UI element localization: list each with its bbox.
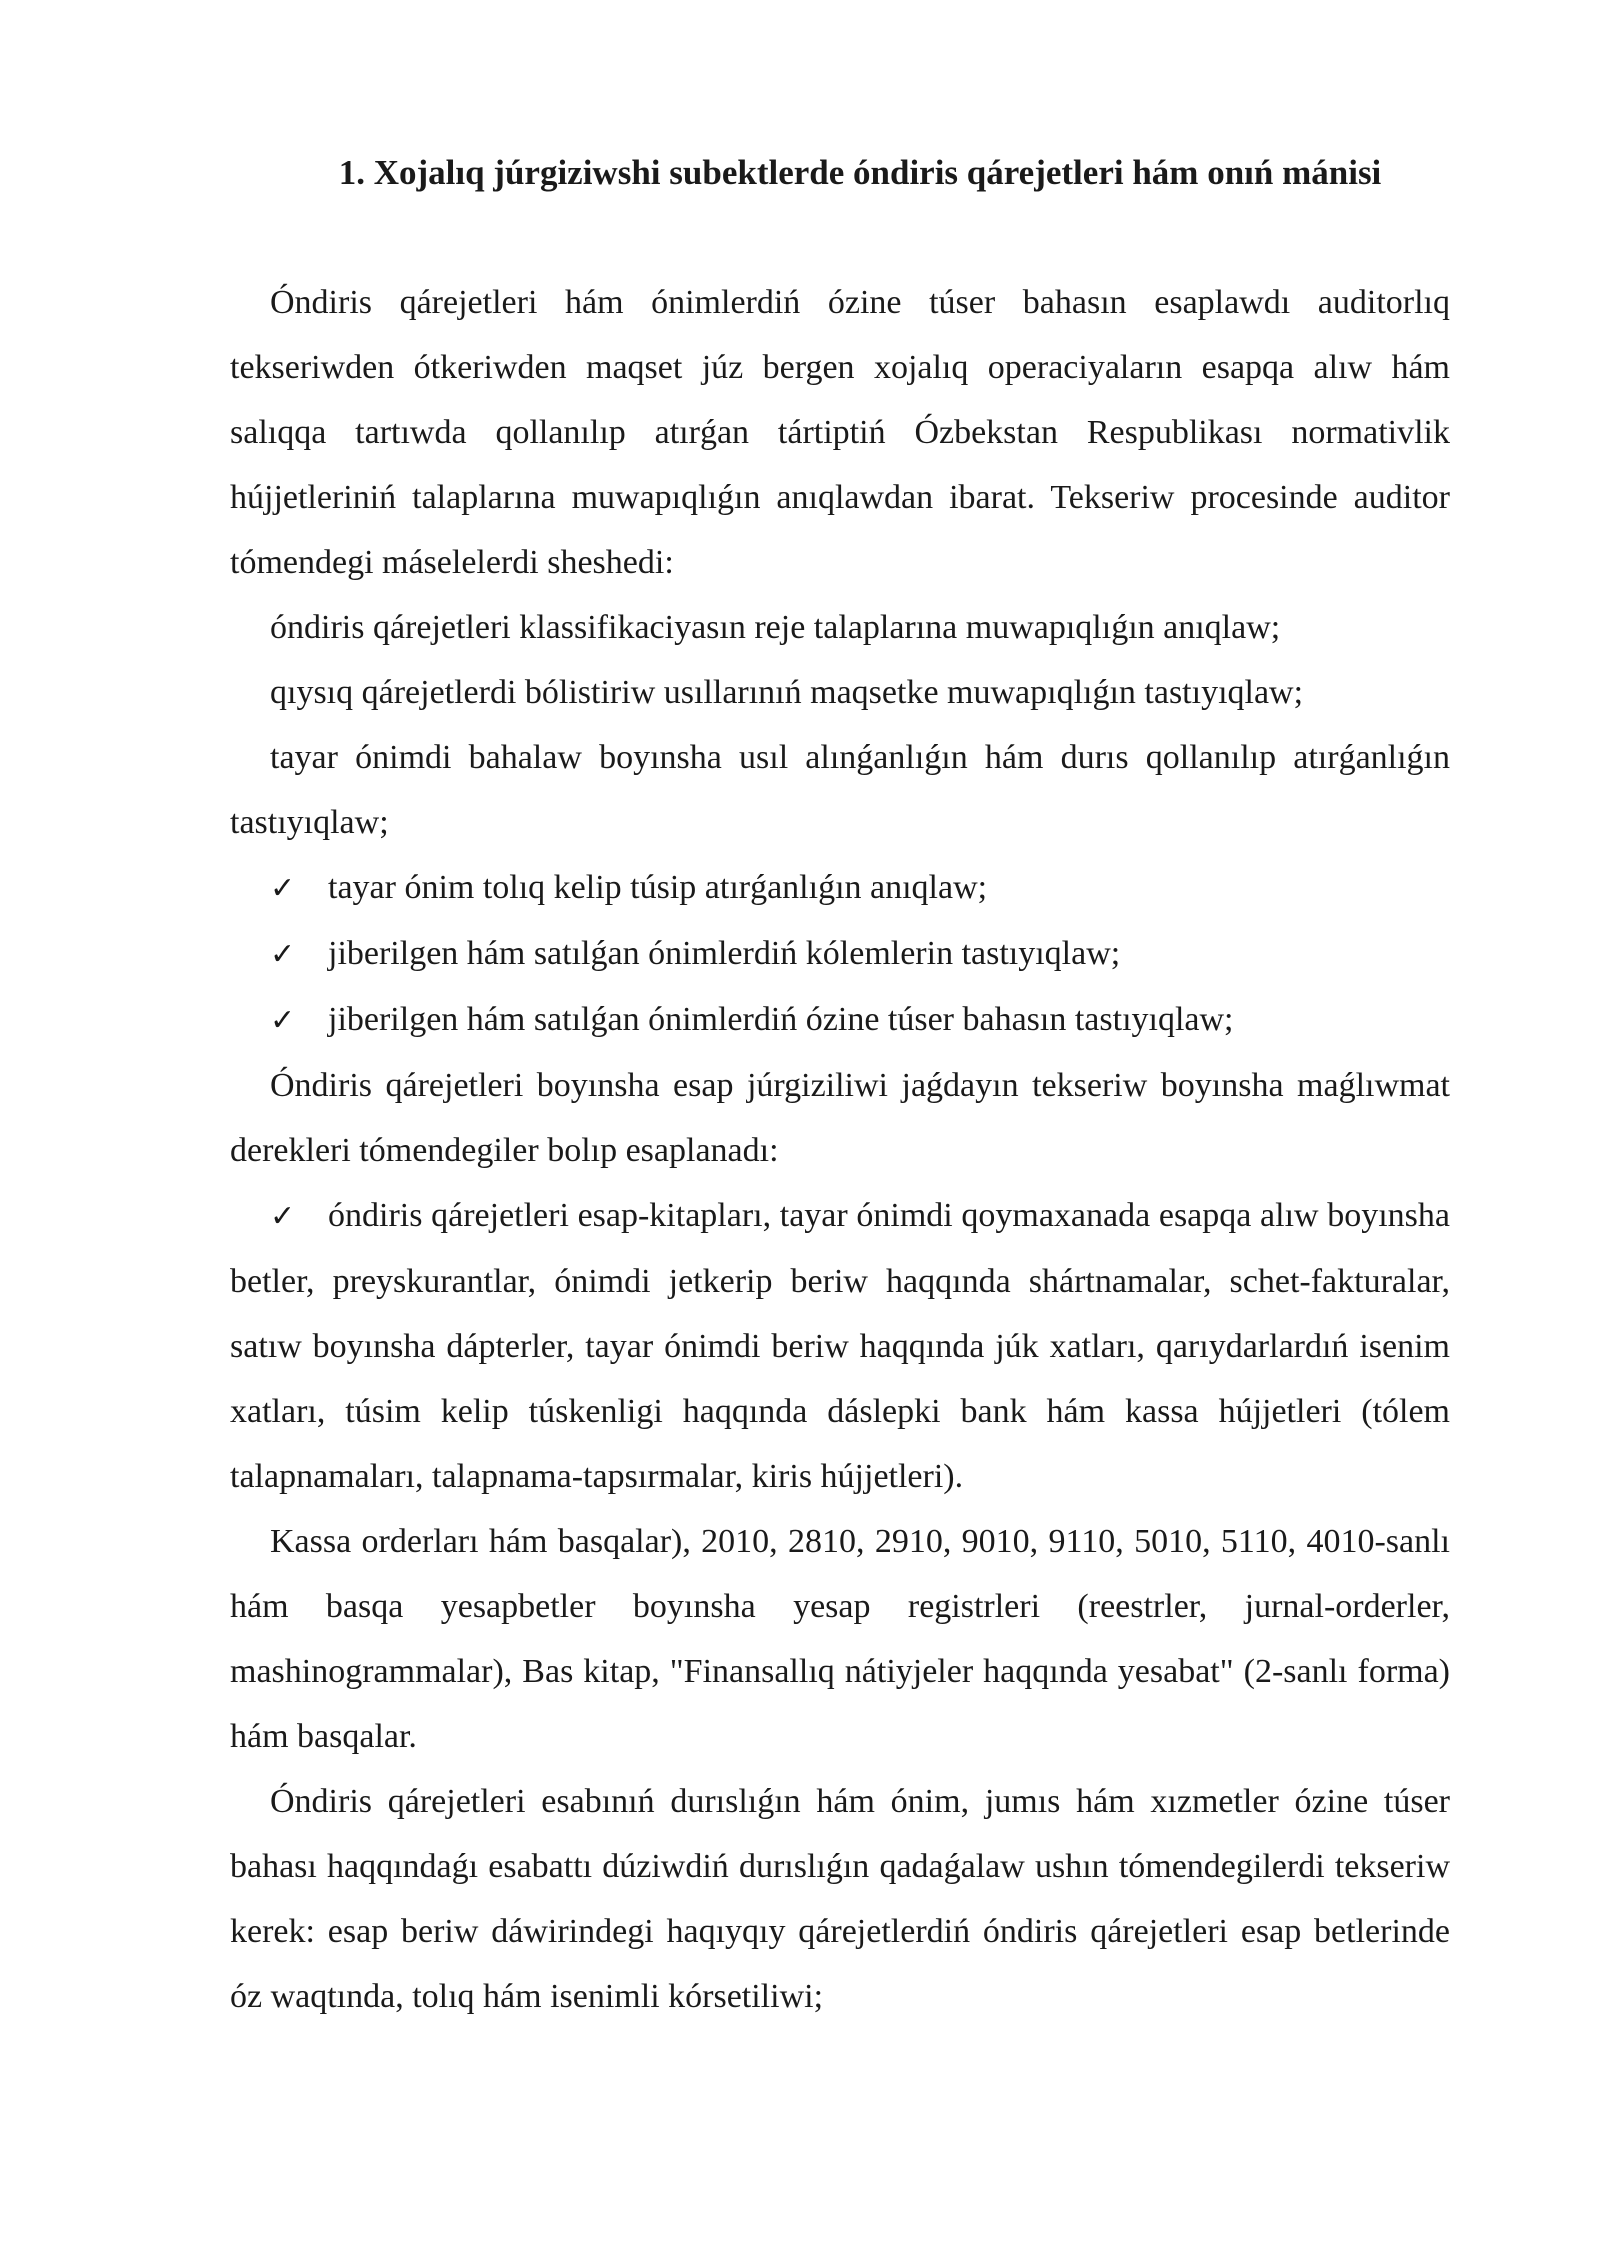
paragraph-sources: Óndiris qárejetleri boyınsha esap júrgiziliwi jaǵdayın tekseriw boyınsha maǵlıwmat derekleri tómendegiler bolıp esaplanadı: xyxy=(230,1067,1450,1169)
paragraph-indirect-costs: qıysıq qárejetlerdi bólistiriw usıllarınıń maqsetke muwapıqlıǵın tastıyıqlaw; xyxy=(270,674,1304,711)
paragraph-registers: Kassa orderları hám basqalar), 2010, 2810, 2910, 9010, 9110, 5010, 5110, 4010-sanlı hám basqa yesapbetler boyınsha yesap registrleri (reestrler, jurnal-orderler, mashinogrammalar), Bas kitap, "Finansallıq nátiyjeler haqqında yesabat" (2-sanlı forma) hám basqalar. xyxy=(230,1523,1450,1755)
check-item-2 xyxy=(230,921,1450,987)
check-mark-icon: ✓ xyxy=(270,1199,296,1234)
check-item-3 xyxy=(230,987,1450,1053)
check-mark-icon: ✓ xyxy=(270,937,296,972)
check-item-4 xyxy=(230,1183,1450,1509)
paragraph-classification: óndiris qárejetleri klassifikaciyasın reje talaplarına muwapıqlıǵın anıqlaw; xyxy=(270,609,1281,646)
check-item-1 xyxy=(230,855,1450,921)
check-item-text: jiberilgen hám satılǵan ónimlerdiń kólemlerin tastıyıqlaw; xyxy=(328,935,1121,972)
check-item-text: jiberilgen hám satılǵan ónimlerdiń ózine túser bahasın tastıyıqlaw; xyxy=(328,1001,1234,1038)
check-mark-icon: ✓ xyxy=(270,871,296,906)
check-item-text: tayar ónim tolıq kelip túsip atırǵanlıǵın anıqlaw; xyxy=(328,869,988,906)
document-page xyxy=(230,140,1450,2029)
paragraph-purpose: Óndiris qárejetleri hám ónimlerdiń ózine túser bahasın esaplawdı auditorlıq tekseriwden ótkeriwden maqset júz bergen xojalıq operaciyaların esapqa alıw hám salıqqa tartıwda qollanılıp atırǵan tártiptiń Ózbekstan Respublikası normativlik hújjetleriniń talaplarına muwapıqlıǵın anıqlawdan ibarat. Tekseriw procesinde auditor tómendegi máselelerdi sheshedi: xyxy=(230,284,1450,581)
document-heading: 1. Xojalıq júrgiziwshi subektlerde óndiris qárejetleri hám onıń mánisi xyxy=(338,153,1382,192)
check-item-text: óndiris qárejetleri esap-kitapları, tayar ónimdi qoymaxanada esapqa alıw boyınsha betler, preyskurantlar, ónimdi jetkerip beriw haqqında shártnamalar, schet-fakturalar, satıw boyınsha dápterler, tayar ónimdi beriw haqqında júk xatları, qarıydarlardıń isenim xatları, túsim kelip túskenligi haqqında dáslepki bank hám kassa hújjetleri (tólem talapnamaları, talapnama-tapsırmalar, kiris hújjetleri). xyxy=(230,1197,1450,1495)
paragraph-control: Óndiris qárejetleri esabınıń durıslıǵın hám ónim, jumıs hám xızmetler ózine túser bahası haqqındaǵı esabattı dúziwdiń durıslıǵın qadaǵalaw ushın tómendegilerdi tekseriw kerek: esap beriw dáwirindegi haqıyqıy qárejetlerdiń óndiris qárejetleri esap betlerinde óz waqtında, tolıq hám isenimli kórsetiliwi; xyxy=(230,1783,1450,2015)
check-mark-icon: ✓ xyxy=(270,1003,296,1038)
paragraph-valuation: tayar ónimdi bahalaw boyınsha usıl alınǵanlıǵın hám durıs qollanılıp atırǵanlıǵın tastıyıqlaw; xyxy=(230,739,1450,841)
